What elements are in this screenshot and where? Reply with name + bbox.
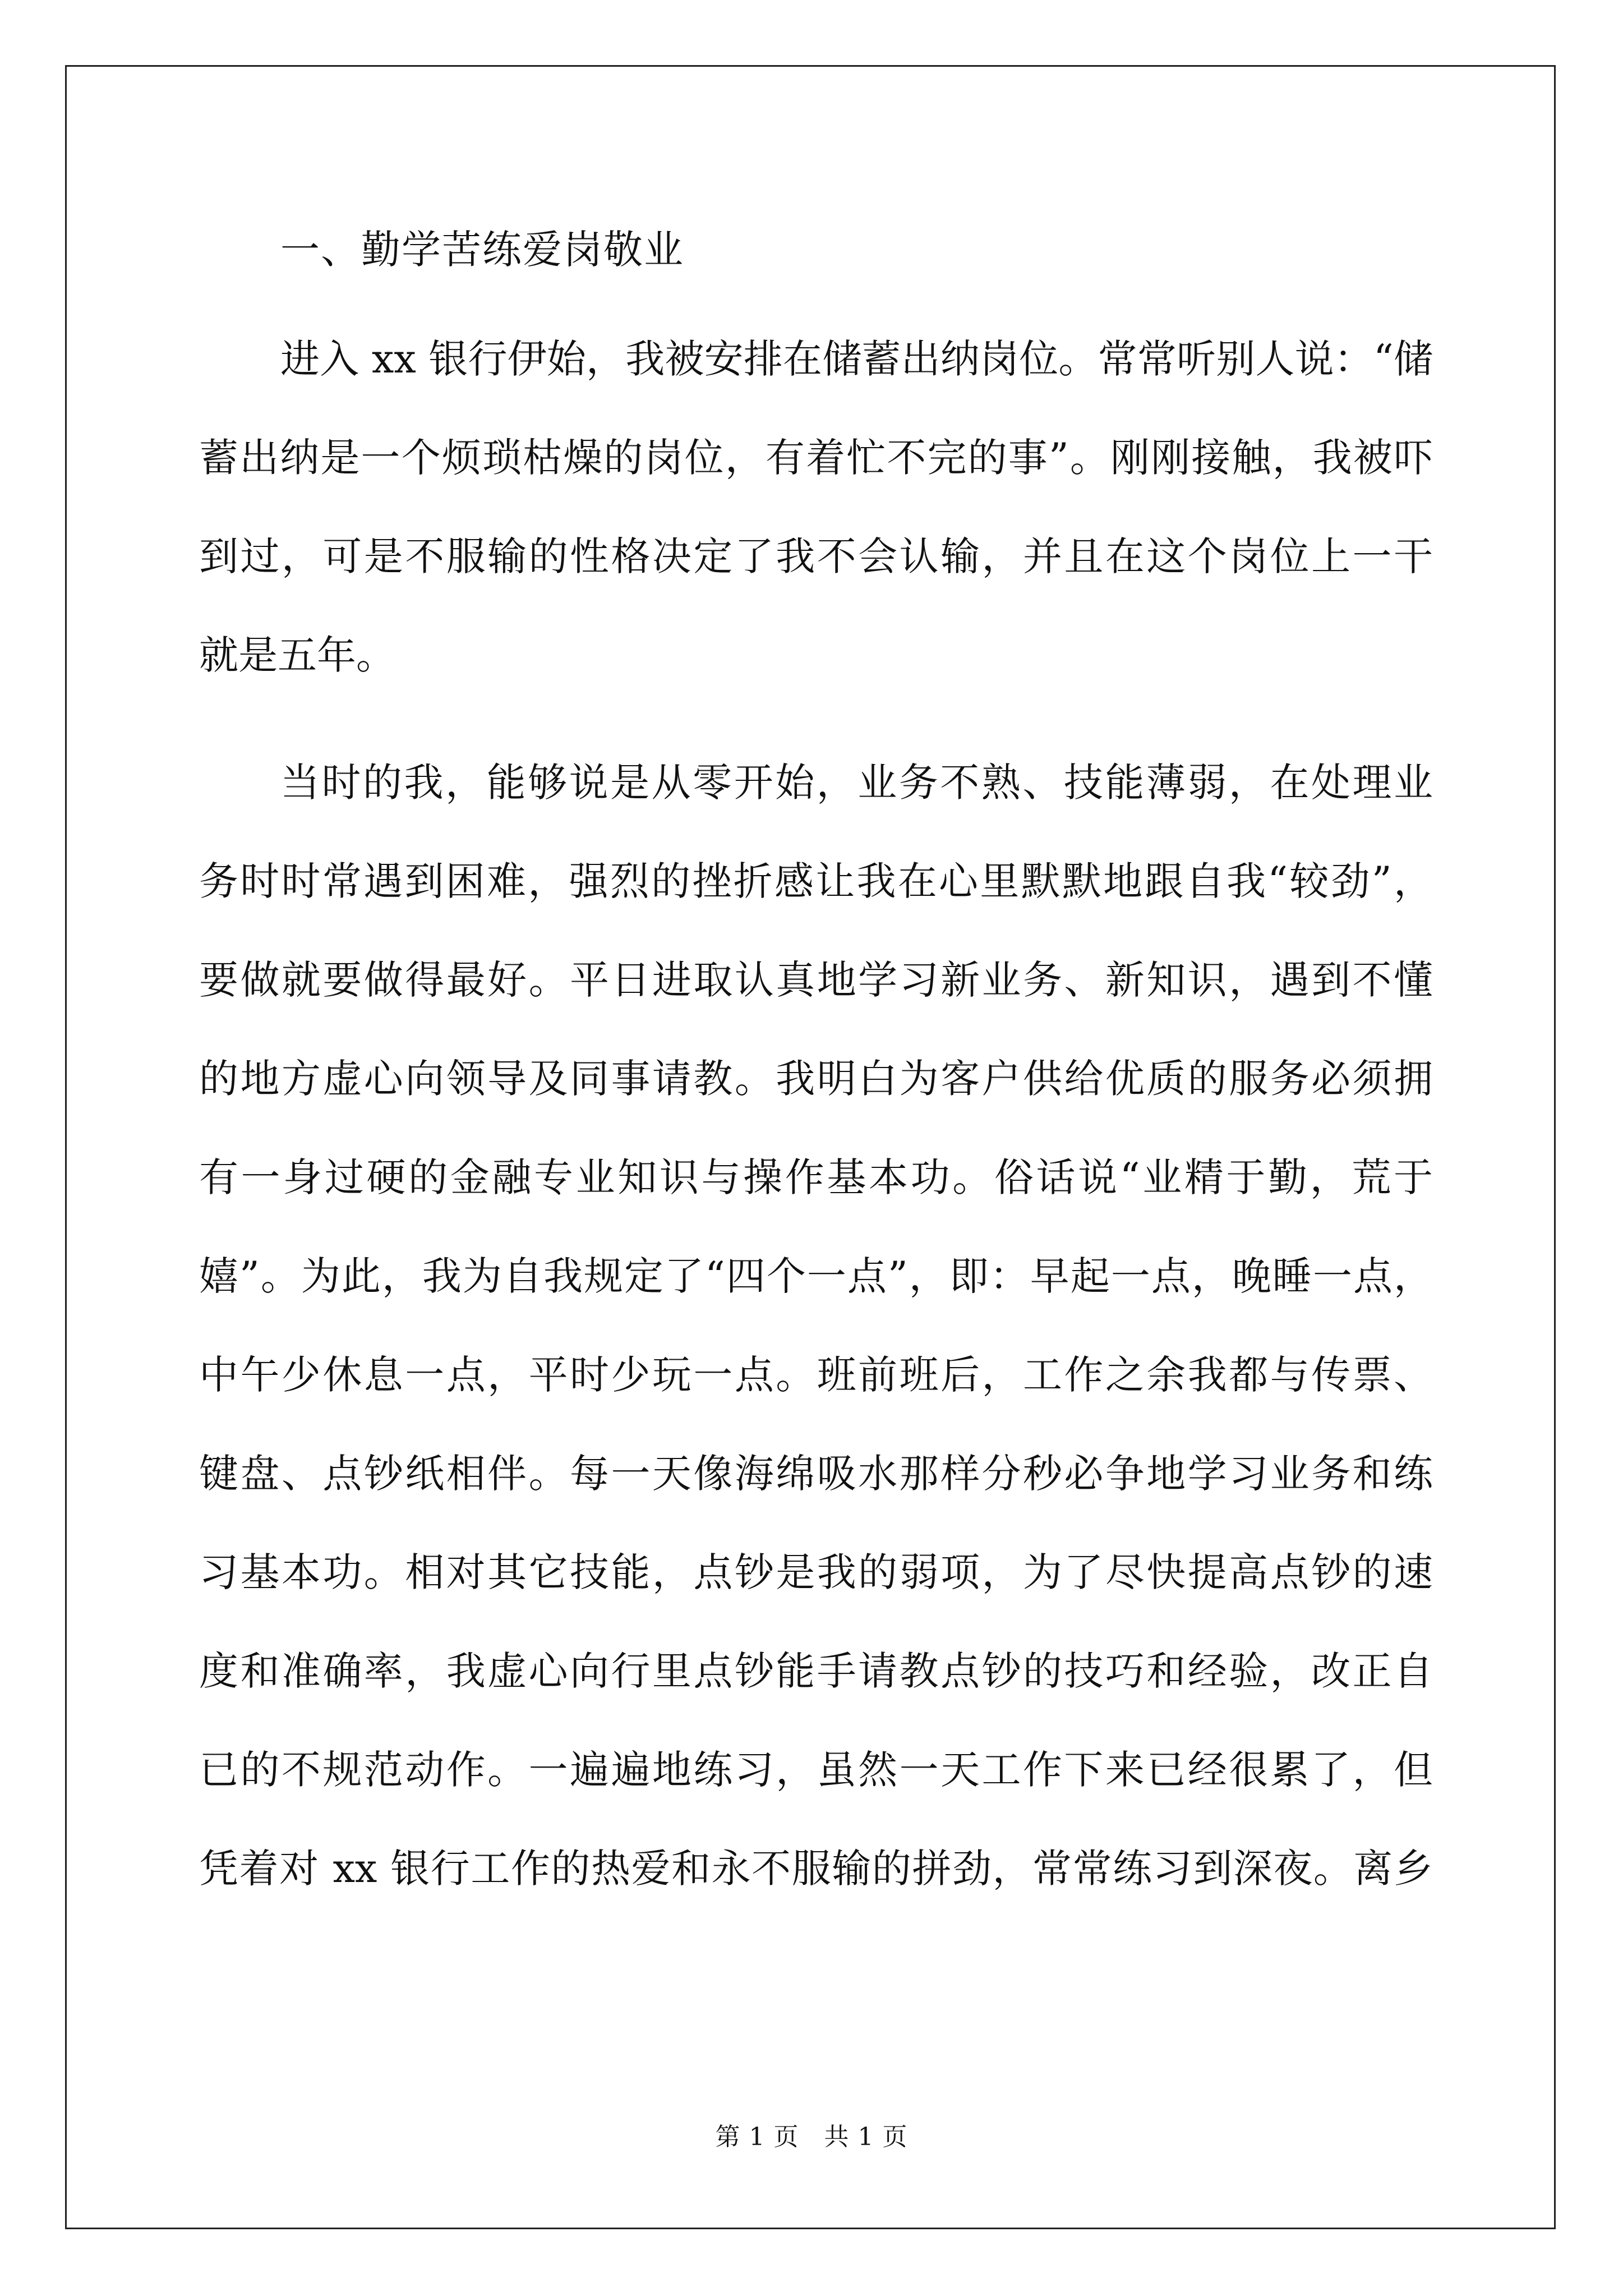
paragraph-2-line-4: 的地方虚心向领导及同事请教。我明白为客户供给优质的服务必须拥	[199, 1056, 1433, 1102]
paragraph-1-line-1: 进入 xx 银行伊始，我被安排在储蓄出纳岗位。常常听别人说：“储	[280, 336, 1433, 382]
paragraph-2-line-7: 中午少休息一点，平时少玩一点。班前班后，工作之余我都与传票、	[199, 1352, 1433, 1398]
paragraph-2-line-2: 务时时常遇到困难，强烈的挫折感让我在心里默默地跟自我“较劲”，	[199, 858, 1433, 904]
paragraph-2-line-8: 键盘、点钞纸相伴。每一天像海绵吸水那样分秒必争地学习业务和练	[199, 1451, 1433, 1497]
page-footer: 第 1 页 共 1 页	[715, 2123, 908, 2151]
paragraph-1-line-2: 蓄出纳是一个烦琐枯燥的岗位，有着忙不完的事”。刚刚接触，我被吓	[199, 435, 1433, 481]
paragraph-2-line-9: 习基本功。相对其它技能，点钞是我的弱项，为了尽快提高点钞的速	[199, 1549, 1433, 1595]
section-heading: 一、勤学苦练爱岗敬业	[280, 227, 684, 273]
paragraph-2-line-3: 要做就要做得最好。平日进取认真地学习新业务、新知识，遇到不懂	[199, 957, 1433, 1003]
paragraph-2-line-10: 度和准确率，我虚心向行里点钞能手请教点钞的技巧和经验，改正自	[199, 1648, 1433, 1694]
paragraph-2-line-5: 有一身过硬的金融专业知识与操作基本功。俗话说“业精于勤，荒于	[199, 1154, 1433, 1200]
paragraph-1-line-3: 到过，可是不服输的性格决定了我不会认输，并且在这个岗位上一干	[199, 533, 1433, 579]
paragraph-2-line-12: 凭着对 xx 银行工作的热爱和永不服输的拼劲，常常练习到深夜。离乡	[199, 1846, 1433, 1892]
paragraph-1-line-4: 就是五年。	[199, 632, 395, 678]
paragraph-2-line-6: 嬉”。为此，我为自我规定了“四个一点”，即：早起一点，晚睡一点，	[199, 1253, 1433, 1299]
paragraph-2-line-11: 已的不规范动作。一遍遍地练习，虽然一天工作下来已经很累了，但	[199, 1747, 1433, 1793]
paragraph-2-line-1: 当时的我，能够说是从零开始，业务不熟、技能薄弱，在处理业	[280, 760, 1433, 806]
page-border	[65, 65, 1556, 2229]
